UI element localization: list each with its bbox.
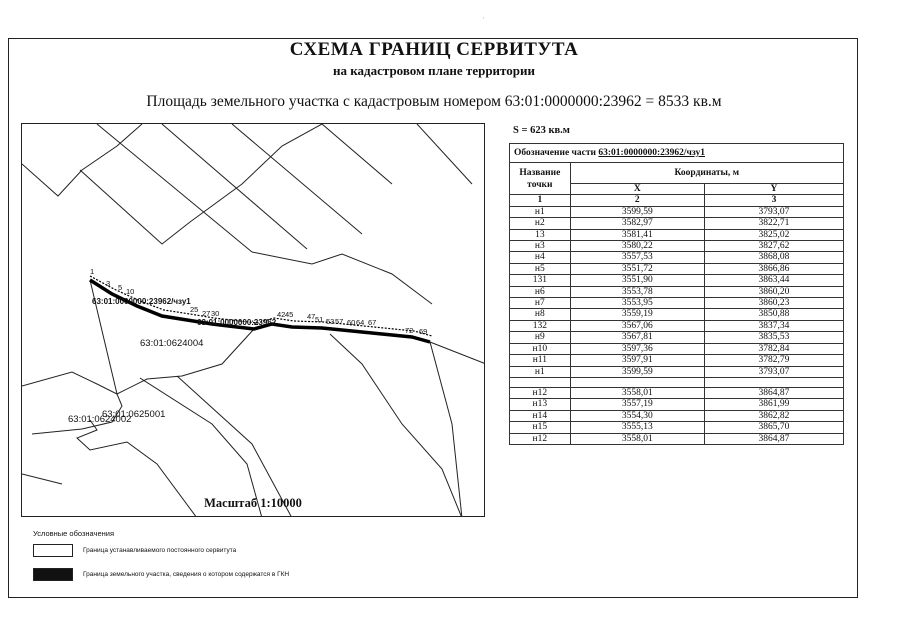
- parcel-boundary-east2: [430, 342, 462, 517]
- y-coordinate-cell: 3827,62: [704, 241, 843, 252]
- parcel-boundary-east: [330, 334, 462, 517]
- point-name-cell: н3: [510, 241, 571, 252]
- table-row: [510, 387, 844, 398]
- table-row: [510, 433, 844, 444]
- point-label: 3: [106, 279, 111, 288]
- servitude-boundary: [90, 280, 430, 342]
- part-designation: [510, 144, 844, 163]
- point-label: 25: [190, 305, 199, 314]
- column-number-row: [510, 195, 844, 206]
- point-label: 57: [335, 317, 344, 326]
- legend-servitude-text: Граница устанавливаемого постоянного сервитута: [83, 547, 237, 554]
- road-boundary-right: [80, 124, 322, 244]
- point-name-cell: 131: [510, 275, 571, 286]
- point-name-cell: н13: [510, 399, 571, 410]
- x-coordinate-cell: 3551,72: [570, 263, 704, 274]
- point-name-cell: н1: [510, 206, 571, 217]
- col-number: 3: [704, 195, 843, 206]
- point-label: 45: [285, 310, 294, 319]
- point-name-cell: н9: [510, 332, 571, 343]
- col-number: 1: [510, 195, 571, 206]
- y-coordinate-cell: 3860,23: [704, 298, 843, 309]
- y-coordinate-cell: 3863,44: [704, 275, 843, 286]
- col-number: 2: [570, 195, 704, 206]
- y-coordinate-cell: 3868,08: [704, 252, 843, 263]
- point-label: 67: [368, 318, 377, 327]
- y-coordinate-cell: 3860,20: [704, 286, 843, 297]
- point-name-cell: н10: [510, 343, 571, 354]
- x-coordinate-cell: 3580,22: [570, 241, 704, 252]
- col-header-x: X: [570, 184, 704, 195]
- parcel-line-right: [430, 342, 485, 364]
- point-name-cell: н15: [510, 422, 571, 433]
- point-name-cell: н7: [510, 298, 571, 309]
- x-coordinate-cell: 3554,30: [570, 410, 704, 421]
- y-coordinate-cell: 3837,34: [704, 320, 843, 331]
- legend-servitude-swatch: [33, 544, 73, 557]
- scheme-sheet: [8, 38, 858, 598]
- col-header-y: Y: [704, 184, 843, 195]
- table-row: [510, 263, 844, 274]
- coordinates-body-2: [510, 387, 844, 444]
- point-name-cell: н6: [510, 286, 571, 297]
- parcel-label-624002: 63:01:0624002: [68, 414, 132, 425]
- point-label: 42: [277, 310, 286, 319]
- table-row: [510, 275, 844, 286]
- point-label: 53: [326, 317, 335, 326]
- x-coordinate-cell: 3557,19: [570, 399, 704, 410]
- x-coordinate-cell: 3555,13: [570, 422, 704, 433]
- x-coordinate-cell: 3567,06: [570, 320, 704, 331]
- designation-code: 63:01:0000000:23962/чзу1: [598, 148, 705, 158]
- point-label: 72: [405, 326, 414, 335]
- table-row: [510, 218, 844, 229]
- coordinates-table: [509, 143, 844, 445]
- document-subtitle: на кадастровом плане территории: [333, 63, 535, 78]
- table-row: [510, 252, 844, 263]
- coordinates-body-1: [510, 206, 844, 377]
- designation-row: [510, 144, 844, 163]
- designation-prefix: Обозначение части: [514, 148, 597, 158]
- servitude-area: S = 623 кв.м: [513, 125, 570, 136]
- y-coordinate-cell: 3782,79: [704, 355, 843, 366]
- x-coordinate-cell: 3599,59: [570, 206, 704, 217]
- col-header-coords: Координаты, м: [570, 163, 843, 184]
- table-row: [510, 320, 844, 331]
- table-row: [510, 355, 844, 366]
- point-name-cell: н14: [510, 410, 571, 421]
- table-row: [510, 422, 844, 433]
- x-coordinate-cell: 3567,81: [570, 332, 704, 343]
- road-boundary-left: [22, 124, 142, 196]
- point-label: 5: [118, 283, 123, 292]
- table-row: [510, 286, 844, 297]
- point-name-cell: н8: [510, 309, 571, 320]
- parcel-area-line: Площадь земельного участка с кадастровым номером 63:01:0000000:23962 = 8533 кв.м: [146, 93, 722, 110]
- x-coordinate-cell: 3558,01: [570, 433, 704, 444]
- table-row: [510, 366, 844, 377]
- y-coordinate-cell: 3793,07: [704, 206, 843, 217]
- point-name-cell: н12: [510, 433, 571, 444]
- col-header-point: Название точки: [510, 163, 571, 195]
- x-coordinate-cell: 3599,59: [570, 366, 704, 377]
- legend-parcel-text: Граница земельного участка, сведения о котором содержатся в ГКН: [83, 571, 290, 578]
- x-coordinate-cell: 3557,53: [570, 252, 704, 263]
- y-coordinate-cell: 3864,87: [704, 387, 843, 398]
- y-coordinate-cell: 3866,86: [704, 263, 843, 274]
- x-coordinate-cell: 3558,01: [570, 387, 704, 398]
- table-row: [510, 332, 844, 343]
- map-scale: Масштаб 1:10000: [204, 496, 302, 510]
- point-name-cell: н11: [510, 355, 571, 366]
- table-row: [510, 298, 844, 309]
- road-line-4: [322, 124, 392, 184]
- table-row: [510, 399, 844, 410]
- document-title: СХЕМА ГРАНИЦ СЕРВИТУТА: [289, 39, 579, 60]
- x-coordinate-cell: 3582,97: [570, 218, 704, 229]
- separator-row: [510, 377, 844, 387]
- x-coordinate-cell: 3597,91: [570, 355, 704, 366]
- point-label: 1: [90, 267, 95, 276]
- map-drawing: [22, 124, 485, 517]
- table-row: [510, 343, 844, 354]
- road-line-3: [232, 124, 362, 234]
- point-name-cell: н1: [510, 366, 571, 377]
- road-line-2: [162, 124, 307, 249]
- y-coordinate-cell: 3861,99: [704, 399, 843, 410]
- servitude-zone-label: 63:01:0000000:23962/чзу1: [92, 297, 191, 306]
- scan-speck: ·: [482, 14, 485, 23]
- parcel-edge-top: [252, 252, 432, 304]
- table-row: [510, 206, 844, 217]
- x-coordinate-cell: 3581,41: [570, 229, 704, 240]
- parcel-label-624004: 63:01:0624004: [140, 338, 204, 349]
- point-label: 60: [347, 318, 356, 327]
- legend-parcel-swatch: [33, 568, 73, 581]
- y-coordinate-cell: 3793,07: [704, 366, 843, 377]
- legend-title: Условные обозначения: [33, 529, 115, 538]
- y-coordinate-cell: 3862,82: [704, 410, 843, 421]
- table-row: [510, 410, 844, 421]
- y-coordinate-cell: 3835,53: [704, 332, 843, 343]
- point-name-cell: н12: [510, 387, 571, 398]
- road-line-5: [417, 124, 472, 184]
- point-label: 30: [211, 309, 220, 318]
- y-coordinate-cell: 3825,02: [704, 229, 843, 240]
- road-line-1: [97, 124, 252, 252]
- point-label: 27: [202, 309, 211, 318]
- x-coordinate-cell: 3559,19: [570, 309, 704, 320]
- table-row: [510, 309, 844, 320]
- x-coordinate-cell: 3551,90: [570, 275, 704, 286]
- point-label: 69: [419, 327, 428, 336]
- x-coordinate-cell: 3553,78: [570, 286, 704, 297]
- table-row: [510, 241, 844, 252]
- y-coordinate-cell: 3865,70: [704, 422, 843, 433]
- point-label: 64: [356, 318, 365, 327]
- servitude-zone-label-2: 63:01:0000000:23962: [197, 318, 277, 327]
- x-coordinate-cell: 3553,95: [570, 298, 704, 309]
- point-label: 51: [315, 315, 324, 324]
- cadastral-map: [21, 123, 485, 517]
- parcel-line-bottom: [22, 474, 62, 484]
- x-coordinate-cell: 3597,36: [570, 343, 704, 354]
- point-name-cell: 13: [510, 229, 571, 240]
- point-name-cell: 132: [510, 320, 571, 331]
- header-row: [510, 163, 844, 184]
- point-name-cell: н2: [510, 218, 571, 229]
- y-coordinate-cell: 3782,84: [704, 343, 843, 354]
- y-coordinate-cell: 3822,71: [704, 218, 843, 229]
- point-label: 10: [126, 287, 135, 296]
- point-name-cell: н5: [510, 263, 571, 274]
- point-label: 47: [307, 312, 316, 321]
- point-name-cell: н4: [510, 252, 571, 263]
- parcel-label-625001: 63:01:0625001: [102, 409, 166, 420]
- table-row: [510, 229, 844, 240]
- y-coordinate-cell: 3850,88: [704, 309, 843, 320]
- y-coordinate-cell: 3864,87: [704, 433, 843, 444]
